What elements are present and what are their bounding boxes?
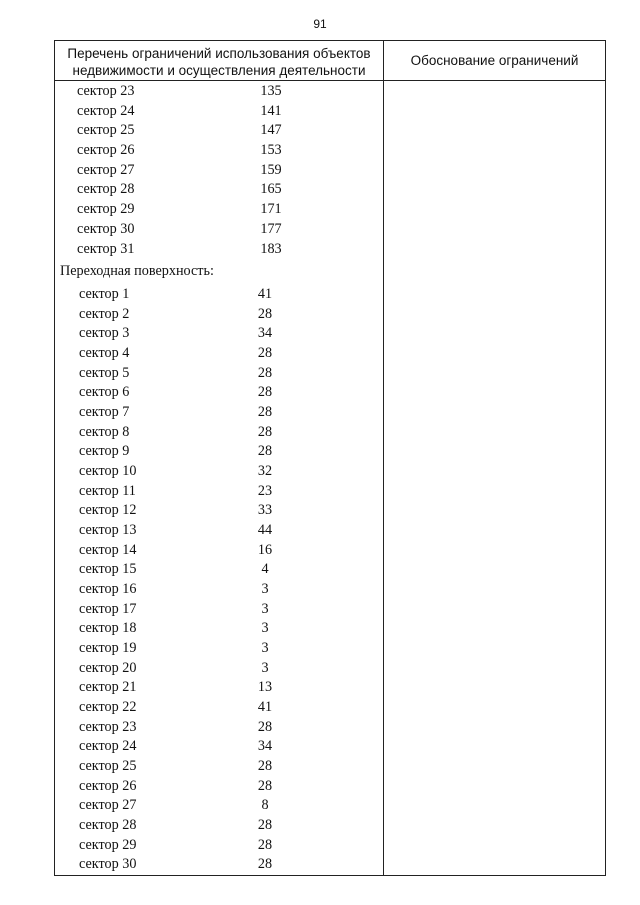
table-row bbox=[55, 365, 383, 385]
sector-value: 23 bbox=[257, 482, 273, 499]
restrictions-table bbox=[54, 40, 606, 876]
sector-value: 28 bbox=[257, 443, 273, 460]
sector-value: 183 bbox=[260, 240, 282, 257]
sector-value: 34 bbox=[257, 738, 273, 755]
sector-value: 28 bbox=[257, 345, 273, 362]
sector-label: сектор 1 bbox=[79, 286, 130, 302]
transition-surface-sector-list bbox=[55, 286, 383, 876]
column-divider bbox=[383, 41, 384, 875]
table-row bbox=[55, 404, 383, 424]
table-row bbox=[55, 306, 383, 326]
table-row bbox=[55, 797, 383, 817]
sector-value: 13 bbox=[257, 679, 273, 696]
table-row bbox=[55, 817, 383, 837]
table-row bbox=[55, 837, 383, 857]
table-row bbox=[55, 103, 383, 123]
table-row bbox=[55, 483, 383, 503]
table-row bbox=[55, 83, 383, 103]
sector-label: сектор 28 bbox=[77, 181, 135, 198]
sector-value: 147 bbox=[260, 122, 282, 139]
sector-value: 28 bbox=[257, 777, 273, 794]
sector-label: сектор 29 bbox=[79, 836, 137, 853]
sector-value: 28 bbox=[257, 758, 273, 775]
table-row bbox=[55, 221, 383, 241]
sector-value: 32 bbox=[257, 463, 273, 480]
sector-label: сектор 22 bbox=[79, 699, 137, 716]
table-row bbox=[55, 719, 383, 739]
sector-value: 159 bbox=[260, 161, 282, 178]
table-row bbox=[55, 241, 383, 261]
table-row bbox=[55, 581, 383, 601]
sector-value: 41 bbox=[257, 699, 273, 716]
sector-label: сектор 8 bbox=[79, 423, 130, 440]
sector-value: 34 bbox=[257, 325, 273, 342]
sector-value: 41 bbox=[257, 286, 273, 302]
sector-label: сектор 25 bbox=[79, 758, 137, 775]
sector-label: сектор 3 bbox=[79, 325, 130, 342]
sector-value: 3 bbox=[261, 640, 269, 657]
sector-label: сектор 29 bbox=[77, 201, 135, 218]
sector-label: сектор 21 bbox=[79, 679, 137, 696]
sector-label: сектор 23 bbox=[79, 718, 137, 735]
sector-value: 28 bbox=[257, 817, 273, 834]
sector-label: сектор 6 bbox=[79, 384, 130, 401]
sector-label: сектор 16 bbox=[79, 581, 137, 598]
table-row bbox=[55, 542, 383, 562]
sector-label: сектор 19 bbox=[79, 640, 137, 657]
table-row bbox=[55, 522, 383, 542]
sector-value: 3 bbox=[261, 659, 269, 676]
table-row bbox=[55, 345, 383, 365]
table-row bbox=[55, 201, 383, 221]
sector-label: сектор 28 bbox=[79, 817, 137, 834]
table-row bbox=[55, 502, 383, 522]
sector-value: 165 bbox=[260, 181, 282, 198]
sector-value: 44 bbox=[257, 522, 273, 539]
table-row bbox=[55, 142, 383, 162]
sector-label: сектор 11 bbox=[79, 482, 136, 499]
header-divider bbox=[55, 80, 605, 81]
sector-value: 3 bbox=[261, 581, 269, 598]
sector-label: сектор 31 bbox=[77, 240, 135, 257]
sector-value: 28 bbox=[257, 423, 273, 440]
table-row bbox=[55, 679, 383, 699]
sector-label: сектор 15 bbox=[79, 561, 137, 578]
page-number: 91 bbox=[313, 17, 327, 31]
sector-label: сектор 2 bbox=[79, 305, 130, 322]
header-restrictions-justification: Обоснование ограничений bbox=[410, 53, 579, 68]
table-row bbox=[55, 424, 383, 444]
sector-value: 171 bbox=[260, 201, 282, 218]
sector-label: сектор 5 bbox=[79, 364, 130, 381]
table-row bbox=[55, 286, 383, 306]
sector-value: 28 bbox=[257, 364, 273, 381]
header-restrictions-list: Перечень ограничений использования объектов недвижимости и осуществления деятельности bbox=[67, 46, 371, 78]
section-heading-transition-surface: Переходная поверхность: bbox=[60, 263, 214, 279]
sector-label: сектор 24 bbox=[77, 102, 135, 119]
sector-value: 177 bbox=[260, 220, 282, 237]
table-row bbox=[55, 778, 383, 798]
sector-label: сектор 24 bbox=[79, 738, 137, 755]
sector-value: 135 bbox=[260, 83, 282, 99]
sector-label: сектор 9 bbox=[79, 443, 130, 460]
sector-label: сектор 26 bbox=[79, 777, 137, 794]
sector-value: 8 bbox=[261, 797, 269, 814]
sector-label: сектор 25 bbox=[77, 122, 135, 139]
sector-value: 28 bbox=[257, 718, 273, 735]
sector-value: 28 bbox=[257, 384, 273, 401]
sector-label: сектор 23 bbox=[77, 83, 135, 99]
sector-value: 153 bbox=[260, 142, 282, 159]
sector-value: 33 bbox=[257, 502, 273, 519]
table-row bbox=[55, 384, 383, 404]
sector-label: сектор 27 bbox=[79, 797, 137, 814]
sector-label: сектор 10 bbox=[79, 463, 137, 480]
table-row bbox=[55, 181, 383, 201]
sector-label: сектор 12 bbox=[79, 502, 137, 519]
table-row bbox=[55, 443, 383, 463]
table-row bbox=[55, 699, 383, 719]
sector-value: 28 bbox=[257, 305, 273, 322]
sector-value: 3 bbox=[261, 600, 269, 617]
table-row bbox=[55, 463, 383, 483]
sector-value: 28 bbox=[257, 856, 273, 873]
sector-label: сектор 13 bbox=[79, 522, 137, 539]
table-row bbox=[55, 601, 383, 621]
sector-value: 28 bbox=[257, 404, 273, 421]
sector-value: 4 bbox=[261, 561, 269, 578]
sector-label: сектор 26 bbox=[77, 142, 135, 159]
sector-value: 3 bbox=[261, 620, 269, 637]
table-row bbox=[55, 122, 383, 142]
sector-label: сектор 30 bbox=[77, 220, 135, 237]
sector-label: сектор 17 bbox=[79, 600, 137, 617]
table-row bbox=[55, 162, 383, 182]
sector-value: 16 bbox=[257, 541, 273, 558]
sector-label: сектор 30 bbox=[79, 856, 137, 873]
table-row bbox=[55, 758, 383, 778]
sector-label: сектор 20 bbox=[79, 659, 137, 676]
sector-label: сектор 18 bbox=[79, 620, 137, 637]
sector-label: сектор 14 bbox=[79, 541, 137, 558]
table-row bbox=[55, 660, 383, 680]
sector-label: сектор 7 bbox=[79, 404, 130, 421]
table-row bbox=[55, 620, 383, 640]
table-row bbox=[55, 738, 383, 758]
table-row bbox=[55, 325, 383, 345]
table-row bbox=[55, 856, 383, 876]
sector-label: сектор 27 bbox=[77, 161, 135, 178]
sector-value: 141 bbox=[260, 102, 282, 119]
sector-value: 28 bbox=[257, 836, 273, 853]
continued-sector-list bbox=[55, 83, 383, 260]
sector-label: сектор 4 bbox=[79, 345, 130, 362]
table-row bbox=[55, 561, 383, 581]
table-row bbox=[55, 640, 383, 660]
